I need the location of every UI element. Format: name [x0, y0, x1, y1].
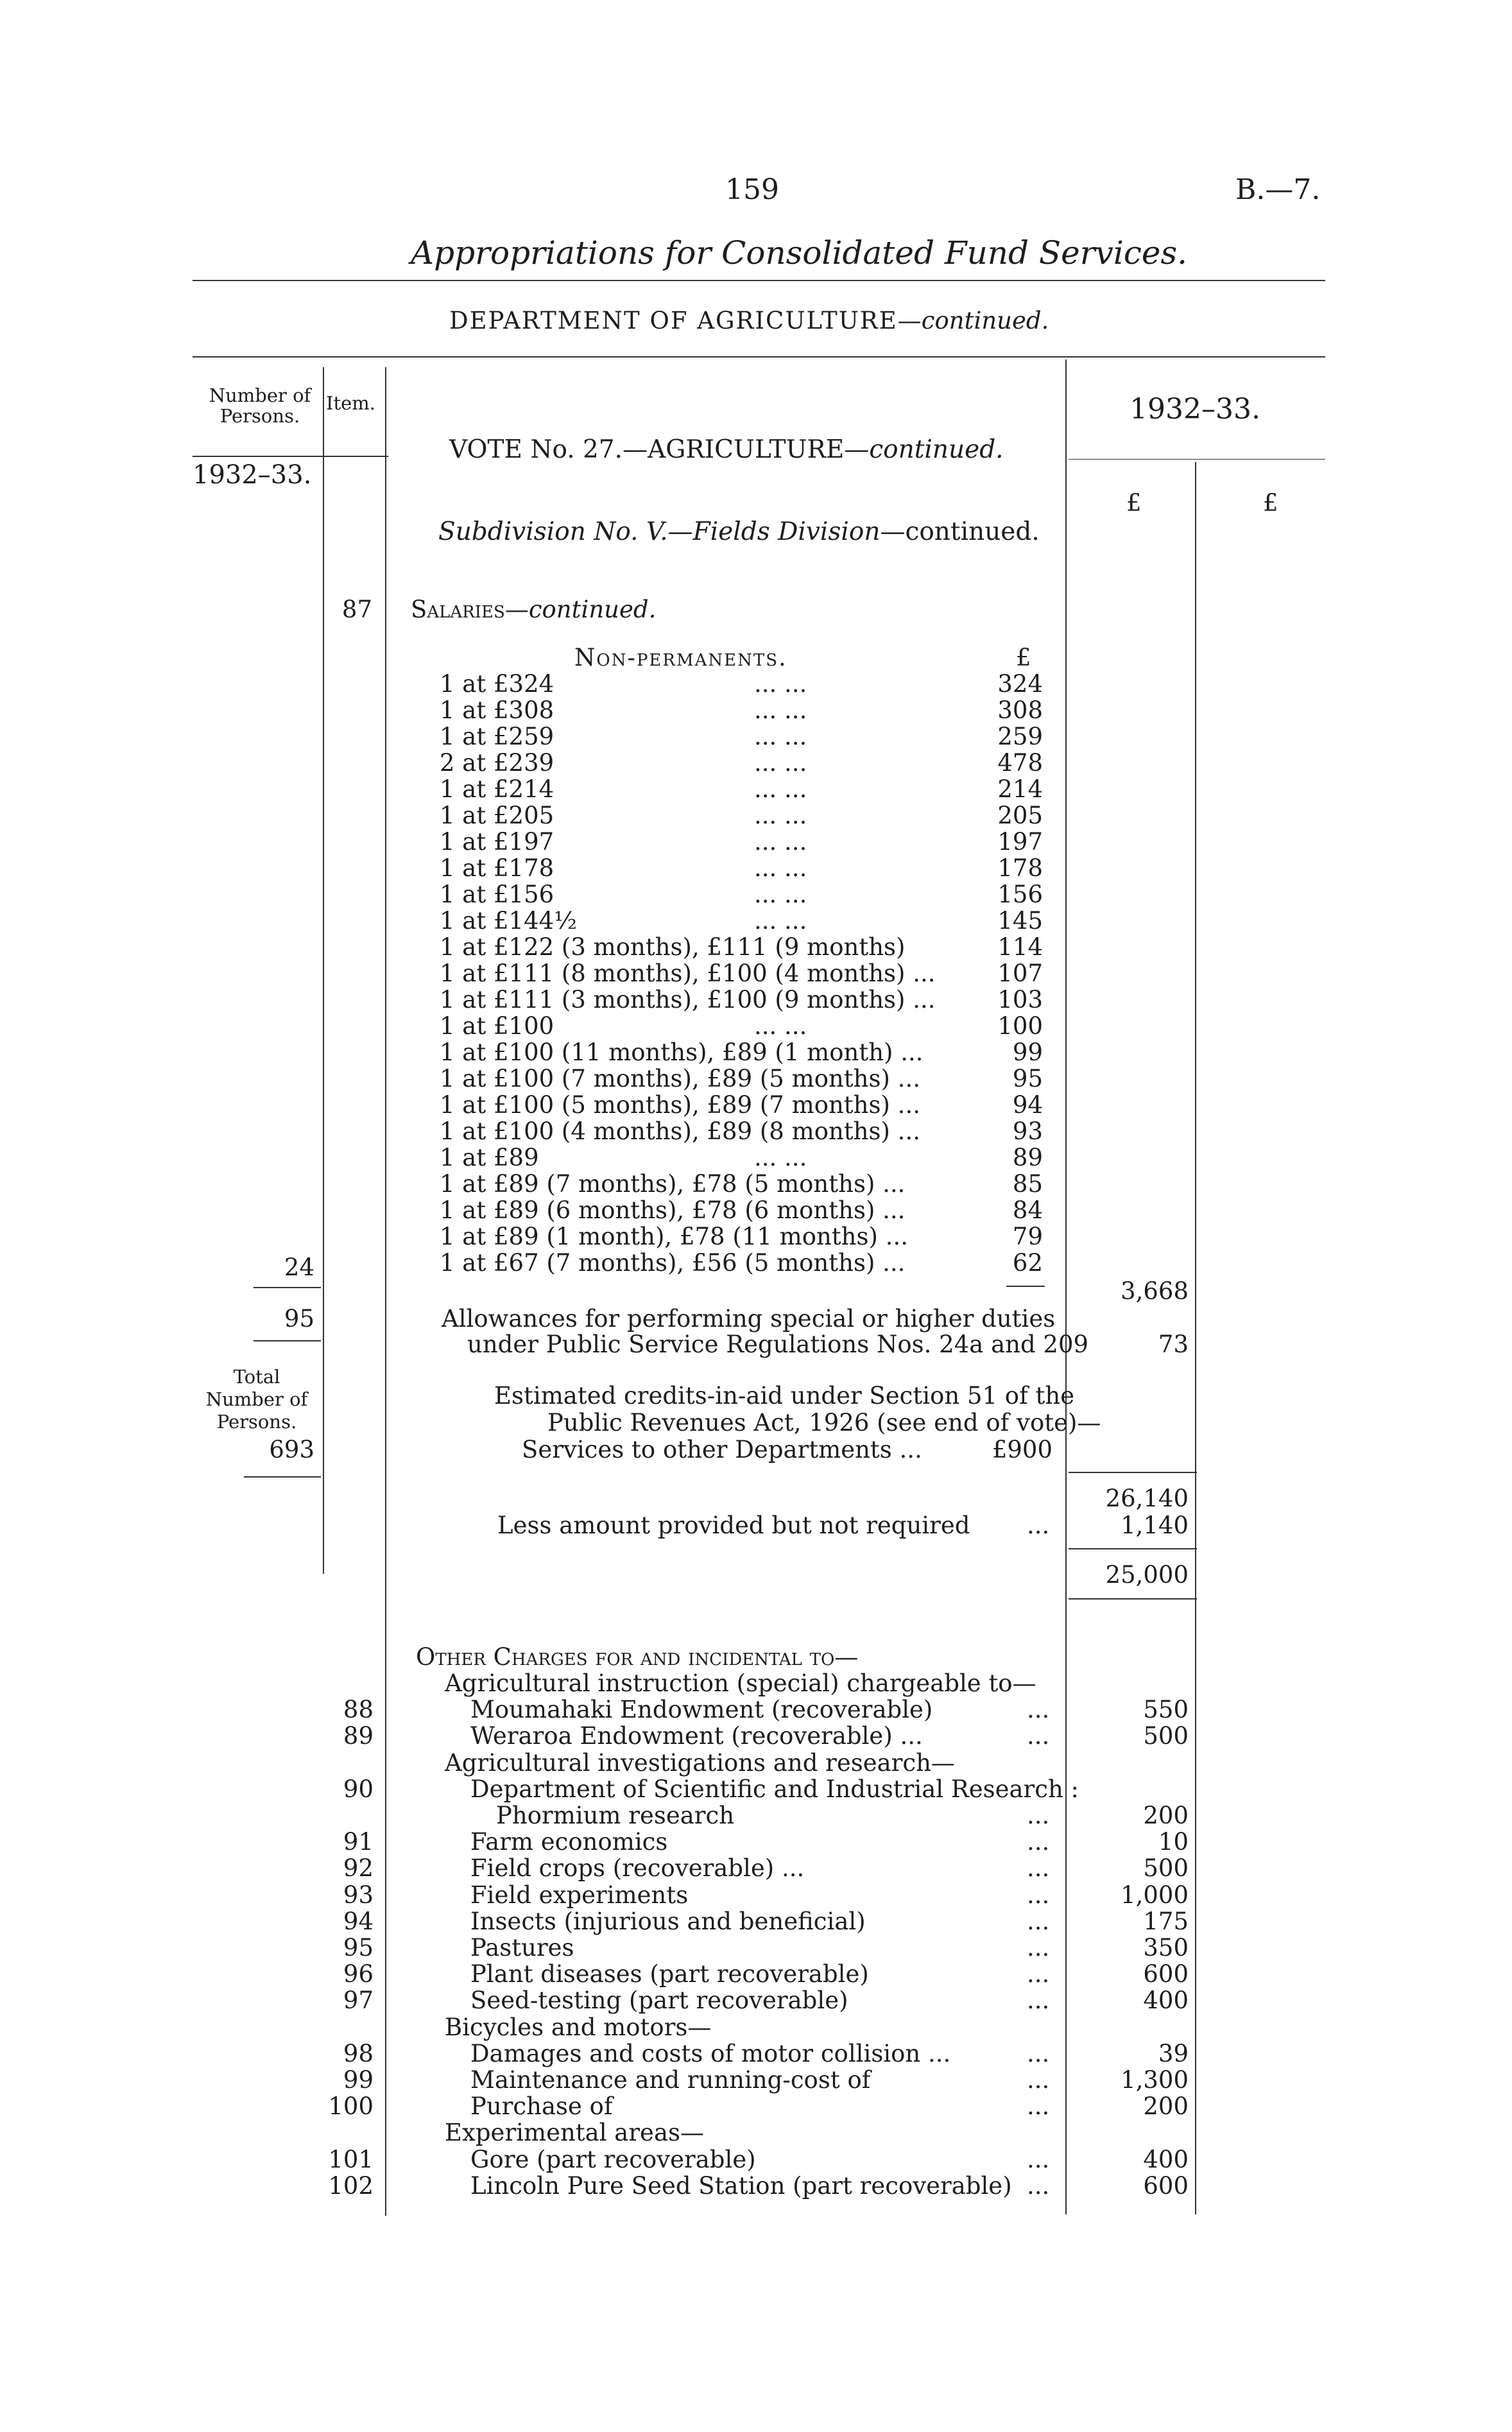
salary-row	[440, 723, 1049, 750]
credits-line-1: Estimated credits-in-aid under Section 51 of the	[494, 1382, 1075, 1410]
salary-row-amount: 100	[997, 1012, 1043, 1040]
leader-dots: ... ...	[754, 802, 807, 829]
other-charge-amount: 200	[1143, 1802, 1189, 1829]
gross-rule	[1069, 1472, 1197, 1473]
subdivision-suffix: —continued.	[880, 517, 1040, 546]
page-number: 159	[725, 173, 779, 206]
allowances-line-2: under Public Service Regulations Nos. 24a and 209	[467, 1331, 1089, 1358]
salary-row-amount: 103	[997, 986, 1043, 1013]
other-charge-row	[0, 1987, 1512, 2014]
salary-row	[440, 1197, 1049, 1223]
other-charge-text: Seed-testing (part recoverable)	[470, 1987, 848, 2015]
other-charge-item-number: 100	[328, 2092, 374, 2121]
other-charge-amount: 550	[1143, 1696, 1189, 1724]
salary-row-amount: 62	[1012, 1249, 1043, 1277]
other-charge-text: Purchase of	[470, 2092, 613, 2121]
salary-row-text: 1 at £100 (11 months), £89 (1 month) ...	[440, 1039, 924, 1066]
salary-row-amount: 85	[1012, 1170, 1043, 1198]
leader-dots: ...	[1027, 1907, 1050, 1935]
leader-dots: ... ...	[754, 723, 807, 750]
other-charge-amount: 400	[1143, 2145, 1189, 2173]
salary-row	[440, 1171, 1049, 1197]
other-charge-row	[0, 1750, 1512, 1776]
leader-dots: ...	[1027, 1854, 1050, 1883]
leader-dots: ...	[1027, 2145, 1050, 2173]
year-right-rule	[1069, 459, 1325, 460]
total-persons-rule	[244, 1476, 321, 1478]
allowances-amount: 73	[1158, 1331, 1189, 1358]
other-charge-amount: 39	[1158, 2039, 1189, 2067]
table-top-rule	[193, 356, 1325, 358]
other-charge-text: Agricultural instruction (special) chargeable to—	[445, 1669, 1036, 1697]
other-charge-text: Pastures	[470, 1934, 574, 1962]
other-charge-item-number: 95	[343, 1934, 374, 1962]
salary-row-text: 1 at £197	[440, 828, 554, 856]
salary-row-text: 1 at £178	[440, 854, 554, 882]
salary-row	[440, 1039, 1049, 1065]
other-charge-row	[0, 2067, 1512, 2093]
net-rule-bottom	[1069, 1598, 1197, 1600]
other-charge-amount: 350	[1143, 1934, 1189, 1962]
other-charge-row	[0, 2119, 1512, 2146]
salary-row	[440, 1223, 1049, 1250]
less-dots: ...	[1027, 1512, 1050, 1539]
allowances-persons-rule	[253, 1340, 321, 1341]
other-charge-row	[0, 2146, 1512, 2173]
other-charge-amount: 10	[1158, 1828, 1189, 1856]
salary-row	[440, 960, 1049, 987]
other-charge-amount: 600	[1143, 1960, 1189, 1988]
non-permanents-heading: Non-permanents.	[574, 644, 787, 671]
department-name: DEPARTMENT OF AGRICULTURE	[449, 307, 898, 334]
salary-row	[440, 671, 1049, 697]
other-charge-amount: 500	[1143, 1854, 1189, 1883]
salary-row-amount: 99	[1012, 1039, 1043, 1066]
salary-row-amount: 93	[1012, 1117, 1043, 1145]
leader-dots: ...	[1027, 1722, 1050, 1750]
other-charge-text: Field crops (recoverable) ...	[470, 1854, 805, 1883]
other-charge-amount: 175	[1143, 1907, 1189, 1935]
salary-row	[440, 829, 1049, 855]
allowances-persons-count: 95	[284, 1305, 314, 1332]
salary-row-amount: 259	[997, 723, 1043, 750]
vote-title-main: VOTE No. 27.—AGRICULTURE	[449, 435, 845, 464]
salary-row	[440, 908, 1049, 934]
allowances-line-1: Allowances for performing special or higher duties	[442, 1305, 1056, 1332]
less-label: Less amount provided but not required	[497, 1512, 970, 1539]
salary-row-amount: 145	[997, 907, 1043, 935]
salaries-subtotal: 3,668	[1121, 1277, 1189, 1305]
salaries-heading	[411, 596, 656, 623]
page-title: Appropriations for Consolidated Fund Services.	[411, 234, 1188, 272]
leader-dots: ... ...	[754, 670, 807, 698]
item-header: Item.	[326, 392, 375, 414]
other-charge-item-number: 96	[343, 1960, 374, 1988]
other-charge-text: Experimental areas—	[445, 2119, 705, 2147]
other-charge-amount: 400	[1143, 1987, 1189, 2015]
pound-column-1: £	[1126, 489, 1142, 517]
other-charge-text: Field experiments	[470, 1881, 689, 1909]
leader-dots: ...	[1027, 1802, 1050, 1829]
other-charge-text: Weraroa Endowment (recoverable) ...	[470, 1722, 923, 1750]
leader-dots: ...	[1027, 2092, 1050, 2121]
persons-header-rule	[193, 456, 388, 457]
leader-dots: ... ...	[754, 907, 807, 935]
net-rule-top	[1069, 1548, 1197, 1549]
leader-dots: ... ...	[754, 696, 807, 724]
credits-amount: £900	[992, 1436, 1052, 1463]
other-charge-amount: 1,000	[1121, 1881, 1189, 1909]
salary-row-text: 1 at £89 (6 months), £78 (6 months) ...	[440, 1196, 906, 1224]
salaries-heading-suffix: —continued.	[504, 596, 657, 623]
other-charge-item-number: 92	[343, 1854, 374, 1883]
other-charges-heading: Other Charges for and incidental to—	[416, 1643, 859, 1671]
other-charge-text: Insects (injurious and beneficial)	[470, 1907, 866, 1935]
other-charge-row	[0, 1961, 1512, 1987]
salary-row-text: 1 at £100 (7 months), £89 (5 months) ...	[440, 1065, 920, 1092]
less-amount: 1,140	[1121, 1512, 1189, 1539]
leader-dots: ...	[1027, 1934, 1050, 1962]
salary-row	[440, 697, 1049, 723]
salary-row-amount: 89	[1012, 1144, 1043, 1171]
salary-row-text: 1 at £100	[440, 1012, 554, 1040]
other-charge-row	[0, 1802, 1512, 1829]
total-persons-label-2: Number of	[205, 1388, 308, 1410]
year-left: 1932–33.	[193, 460, 312, 490]
leader-dots: ...	[1027, 1696, 1050, 1724]
other-charge-text: Phormium research	[496, 1802, 735, 1829]
other-charge-text: Farm economics	[470, 1828, 668, 1856]
leader-dots: ...	[1027, 2171, 1050, 2200]
other-charge-item-number: 89	[343, 1722, 374, 1750]
other-charge-text: Lincoln Pure Seed Station (part recoverable)	[470, 2171, 1012, 2200]
subdivision-main: Subdivision No. V.—Fields Division	[438, 517, 881, 546]
other-charge-row	[0, 1882, 1512, 1908]
salaries-persons-count: 24	[284, 1254, 314, 1281]
other-charge-row	[0, 2173, 1512, 2199]
other-charge-amount: 200	[1143, 2092, 1189, 2121]
leader-dots: ...	[1027, 1987, 1050, 2015]
salary-row-amount: 197	[997, 828, 1043, 856]
other-charge-item-number: 93	[343, 1881, 374, 1909]
salary-row-text: 1 at £89 (1 month), £78 (11 months) ...	[440, 1223, 908, 1250]
vote-title-suffix: —continued.	[844, 435, 1004, 464]
salary-row-amount: 156	[997, 881, 1043, 908]
other-charge-row	[0, 2014, 1512, 2040]
credits-line-2: Public Revenues Act, 1926 (see end of vote)—	[547, 1409, 1101, 1436]
salary-row-text: 1 at £100 (4 months), £89 (8 months) ...	[440, 1117, 920, 1145]
department-heading	[449, 307, 1049, 334]
department-suffix: —continued.	[897, 307, 1049, 334]
non-permanents-pound: £	[1016, 644, 1031, 671]
salary-row-text: 1 at £144½	[440, 907, 578, 935]
salary-row-amount: 95	[1012, 1065, 1043, 1092]
other-charge-row	[0, 1935, 1512, 1961]
other-charge-text: Department of Scientific and Industrial Research :	[470, 1775, 1079, 1803]
col-rule-persons	[323, 367, 324, 1574]
salary-row-text: 1 at £100 (5 months), £89 (7 months) ...	[440, 1091, 920, 1119]
salary-row	[440, 1013, 1049, 1039]
other-charge-row	[0, 2040, 1512, 2067]
salary-row-amount: 324	[997, 670, 1043, 698]
other-charge-row	[0, 1776, 1512, 1802]
year-right: 1932–33.	[1130, 393, 1260, 426]
other-charge-row	[0, 1723, 1512, 1749]
other-charge-row	[0, 1855, 1512, 1881]
number-of-persons-header: Number of Persons.	[209, 384, 311, 427]
other-charge-row	[0, 1908, 1512, 1935]
total-persons-label-3: Persons.	[216, 1411, 297, 1433]
other-charge-row	[0, 1696, 1512, 1723]
other-charge-row	[0, 1670, 1512, 1696]
page-ref: B.—7.	[1235, 173, 1321, 206]
salary-row	[440, 1250, 1049, 1276]
other-charge-text: Moumahaki Endowment (recoverable)	[470, 1696, 933, 1724]
salary-row-amount: 79	[1012, 1223, 1043, 1250]
leader-dots: ... ...	[754, 775, 807, 803]
salary-row-amount: 205	[997, 802, 1043, 829]
salary-row-text: 1 at £89 (7 months), £78 (5 months) ...	[440, 1170, 906, 1198]
other-charge-row	[0, 1829, 1512, 1855]
salary-row-amount: 114	[997, 933, 1043, 961]
leader-dots: ...	[1027, 2066, 1050, 2094]
leader-dots: ... ...	[754, 749, 807, 777]
salary-row	[440, 776, 1049, 802]
other-charge-text: Bicycles and motors—	[445, 2013, 712, 2041]
other-charge-amount: 1,300	[1121, 2066, 1189, 2094]
other-charge-row	[0, 2093, 1512, 2119]
leader-dots: ...	[1027, 1828, 1050, 1856]
other-charge-amount: 600	[1143, 2171, 1189, 2200]
leader-dots: ... ...	[754, 881, 807, 908]
persons-subtotal-rule	[253, 1287, 321, 1288]
other-charge-item-number: 94	[343, 1907, 374, 1935]
title-rule	[193, 280, 1325, 281]
other-charge-item-number: 91	[343, 1828, 374, 1856]
total-persons-value: 693	[269, 1436, 314, 1463]
other-charge-amount: 500	[1143, 1722, 1189, 1750]
leader-dots: ... ...	[754, 1144, 807, 1171]
other-charge-item-number: 102	[328, 2171, 374, 2200]
salary-row-text: 1 at £205	[440, 802, 554, 829]
leader-dots: ... ...	[754, 854, 807, 882]
other-charge-item-number: 88	[343, 1696, 374, 1724]
leader-dots: ...	[1027, 2039, 1050, 2067]
credits-line-3: Services to other Departments ...	[522, 1436, 922, 1463]
leader-dots: ... ...	[754, 1012, 807, 1040]
other-charge-item-number: 99	[343, 2066, 374, 2094]
salary-row-text: 1 at £111 (8 months), £100 (4 months) ...	[440, 960, 936, 987]
salary-row-text: 1 at £89	[440, 1144, 539, 1171]
salary-row-amount: 84	[1012, 1196, 1043, 1224]
vote-title	[449, 435, 1004, 464]
salary-row-text: 1 at £214	[440, 775, 554, 803]
salary-row	[440, 1118, 1049, 1144]
other-charge-text: Agricultural investigations and research—	[445, 1748, 955, 1777]
other-charge-item-number: 90	[343, 1775, 374, 1803]
salary-row-amount: 308	[997, 696, 1043, 724]
pound-column-2: £	[1263, 489, 1278, 517]
salary-row-amount: 214	[997, 775, 1043, 803]
salary-row-amount: 94	[1012, 1091, 1043, 1119]
leader-dots: ...	[1027, 1960, 1050, 1988]
other-charge-item-number: 98	[343, 2039, 374, 2067]
salary-row-text: 1 at £324	[440, 670, 554, 698]
other-charge-text: Maintenance and running-cost of	[470, 2066, 871, 2094]
salary-row-text: 1 at £67 (7 months), £56 (5 months) ...	[440, 1249, 906, 1277]
net-total: 25,000	[1105, 1561, 1189, 1589]
salary-row	[440, 881, 1049, 908]
leader-dots: ...	[1027, 1881, 1050, 1909]
other-charge-text: Plant diseases (part recoverable)	[470, 1960, 869, 1988]
leader-dots: ... ...	[754, 828, 807, 856]
salary-row	[440, 750, 1049, 776]
salary-row-text: 1 at £156	[440, 881, 554, 908]
salary-row	[440, 987, 1049, 1013]
salary-row-text: 1 at £259	[440, 723, 554, 750]
other-charge-item-number: 97	[343, 1987, 374, 2015]
salary-row	[440, 1092, 1049, 1118]
salary-row	[440, 802, 1049, 829]
salary-row-text: 1 at £308	[440, 696, 554, 724]
other-charge-text: Gore (part recoverable)	[470, 2145, 756, 2173]
salary-row-amount: 107	[997, 960, 1043, 987]
salary-row	[440, 855, 1049, 881]
salary-row-text: 1 at £111 (3 months), £100 (9 months) ...	[440, 986, 936, 1013]
salary-row-amount: 478	[997, 749, 1043, 777]
salary-row-text: 1 at £122 (3 months), £111 (9 months)	[440, 933, 906, 961]
salaries-heading-main: Salaries	[411, 596, 505, 623]
salary-subtotal-rule	[1006, 1286, 1045, 1287]
salary-row-text: 2 at £239	[440, 749, 554, 777]
salary-row	[440, 1144, 1049, 1171]
salary-row	[440, 1065, 1049, 1092]
subdivision-title	[438, 517, 1040, 546]
salary-row-amount: 178	[997, 854, 1043, 882]
gross-total: 26,140	[1105, 1485, 1189, 1512]
other-charge-item-number: 101	[328, 2145, 374, 2173]
other-charge-text: Damages and costs of motor collision ...	[470, 2039, 951, 2067]
total-persons-label-1: Total	[233, 1366, 280, 1388]
salary-row	[440, 934, 1049, 960]
salaries-item-number: 87	[341, 596, 372, 623]
